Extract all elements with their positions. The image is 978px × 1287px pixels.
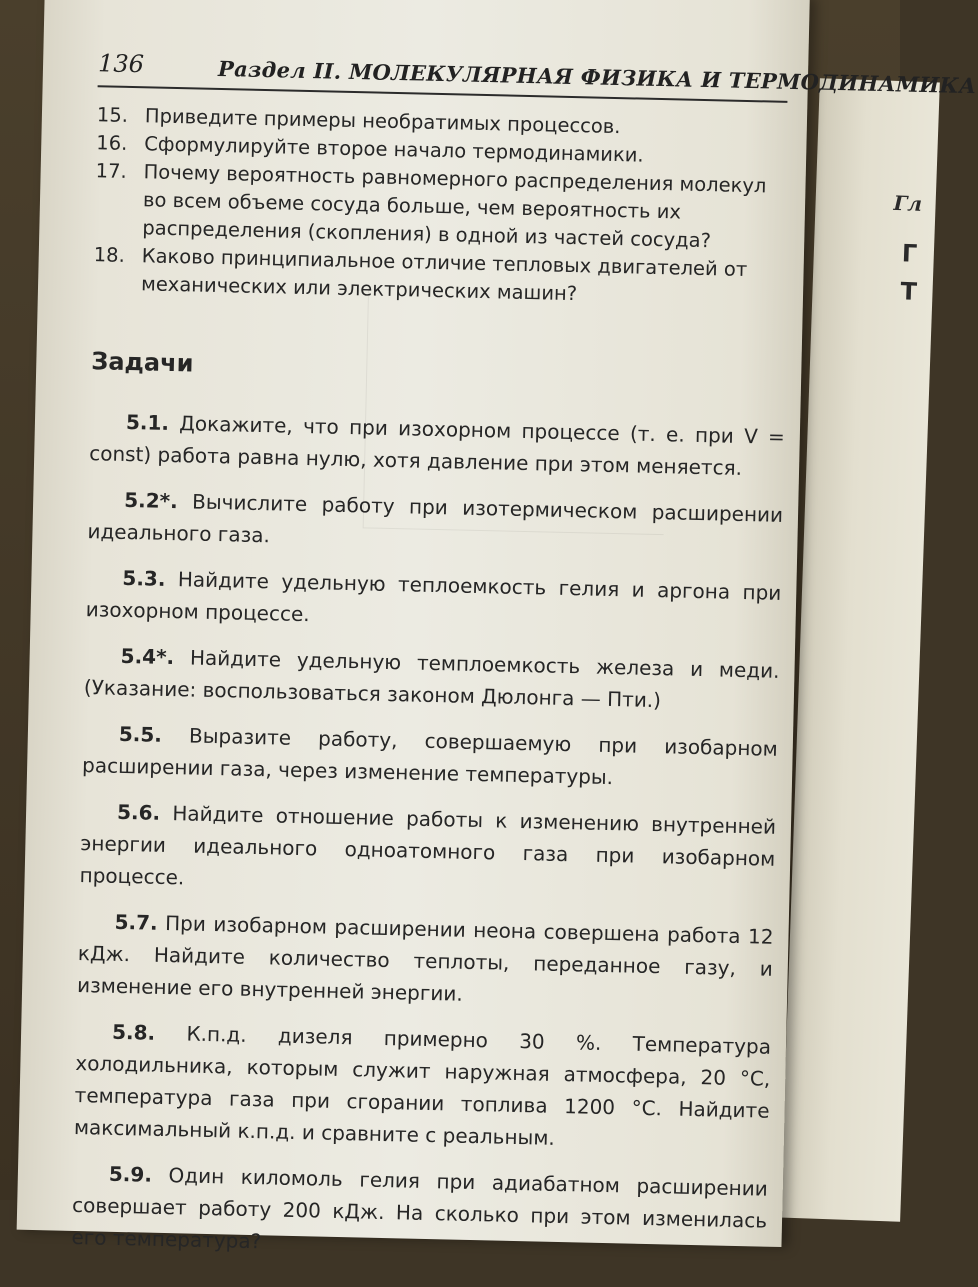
task-number: 5.8. bbox=[111, 1019, 156, 1045]
task-item bbox=[82, 717, 778, 797]
task-text: Докажите, что при изохорном процессе (т. е. при V = const) работа равна нулю, хотя давление при этом меняется. bbox=[89, 411, 786, 480]
task-item bbox=[77, 905, 774, 1017]
task-text: Найдите удельную теплоемкость гелия и аргона при изохорном процессе. bbox=[85, 567, 782, 627]
question-text: Каково принципиальное отличие тепловых двигателей от механических или электрических машин? bbox=[140, 244, 748, 306]
task-number: 5.7. bbox=[114, 909, 158, 935]
task-number: 5.1. bbox=[125, 409, 170, 435]
question-text: Сформулируйте второе начало термодинамики. bbox=[144, 132, 644, 167]
task-text: При изобарном расширении неона совершена работа 12 кДж. Найдите количество теплоты, переданное газу, и изменение его внутренней энергии. bbox=[76, 910, 774, 1006]
task-item bbox=[89, 405, 785, 485]
task-text: Найдите отношение работы к изменению внутренней энергии идеального одноатомного газа при изобарном процессе. bbox=[79, 801, 777, 890]
question-list bbox=[93, 101, 792, 313]
task-text: Один киломоль гелия при адиабатном расширении совершает работу 200 кДж. На сколько при этом изменилась его температура? bbox=[71, 1163, 769, 1254]
question-number: 17. bbox=[95, 159, 127, 183]
task-number: 5.4*. bbox=[120, 643, 175, 670]
task-text: К.п.д. дизеля примерно 30 %. Температура холодильника, которым служит наружная атмосфера, 20 °C, температура газа при сгорании топлива 1200 °C. Найдите максимальный к.п.д. и сравните с реальным. bbox=[73, 1021, 772, 1150]
task-item bbox=[71, 1157, 768, 1269]
page-content bbox=[71, 101, 792, 1282]
section-title: Раздел II. МОЛЕКУЛЯРНАЯ ФИЗИКА И ТЕРМОДИНАМИКА bbox=[217, 55, 977, 99]
task-item bbox=[74, 1015, 772, 1159]
task-number: 5.9. bbox=[108, 1161, 153, 1187]
task-number: 5.6. bbox=[116, 799, 161, 825]
task-text: Вычислите работу при изотермическом расширении идеального газа. bbox=[87, 489, 784, 548]
question-text: Почему вероятность равномерного распределения молекул во всем объеме сосуда больше, чем вероятность их распределения (скопления) в одной из частей сосуда? bbox=[142, 160, 767, 253]
task-text: Выразите работу, совершаемую при изобарном расширении газа, через изменение температуры. bbox=[81, 723, 779, 790]
question-number: 18. bbox=[93, 243, 126, 267]
task-number: 5.2*. bbox=[123, 487, 178, 514]
next-page-header: Гл bbox=[893, 190, 923, 216]
page-number: 136 bbox=[97, 49, 145, 79]
task-item bbox=[85, 561, 781, 641]
next-page-letter: Г bbox=[901, 239, 918, 268]
task-number: 5.5. bbox=[118, 721, 163, 747]
task-item bbox=[87, 483, 783, 563]
question-text: Приведите примеры необратимых процессов. bbox=[144, 104, 621, 139]
next-page-letter: Т bbox=[900, 277, 918, 306]
question-number: 15. bbox=[96, 103, 129, 127]
tasks-heading: Задачи bbox=[91, 347, 194, 378]
task-item bbox=[79, 795, 776, 907]
running-header bbox=[97, 49, 977, 103]
question-item bbox=[94, 157, 791, 257]
task-text: Найдите удельную темплоемкость железа и меди. (Указание: воспользоваться законом Дюлонга — Пти.) bbox=[83, 645, 780, 713]
task-number: 5.3. bbox=[122, 565, 166, 591]
question-number: 16. bbox=[96, 131, 128, 155]
task-item bbox=[84, 639, 780, 719]
